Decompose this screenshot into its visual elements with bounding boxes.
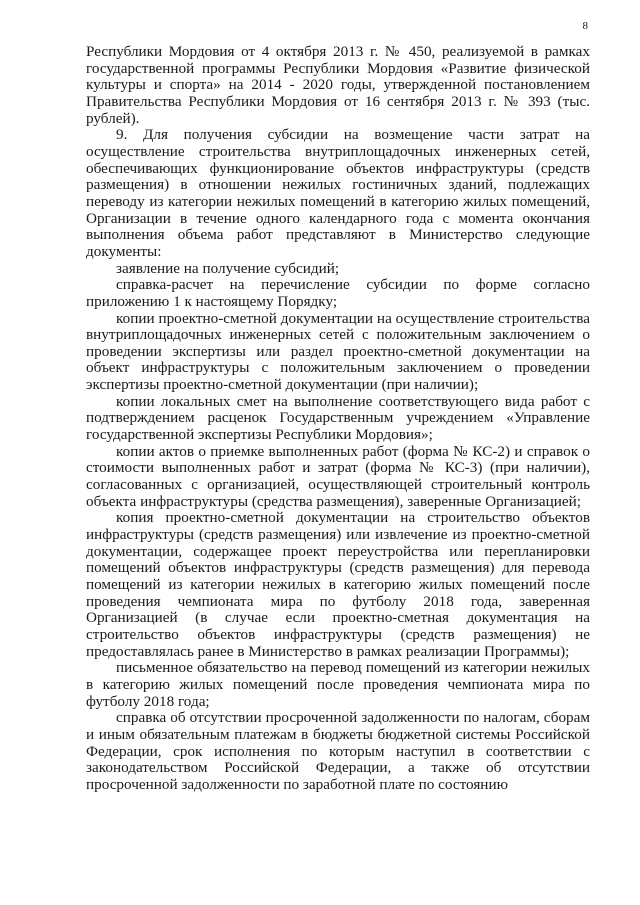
paragraph-p6: копии актов о приемке выполненных работ (форма № КС-2) и справок о стоимости выполненных работ и затрат (форма № КС-3) (при наличии), согласованных с организацией, осуществляющей строительный контроль объекта инфраструктуры (средства размещения), заверенные Организацией; [86, 442, 590, 510]
page-number: 8 [582, 20, 588, 32]
paragraph-p8: письменное обязательство на перевод помещений из категории нежилых в категорию жилых помещений после проведения чемпионата мира по футболу 2018 года; [86, 659, 590, 710]
paragraph-p5: копии локальных смет на выполнение соответствующего вида работ с подтверждением расценок Государственным учреждением «Управление государственной экспертизы Республики Мордовия»; [86, 392, 590, 444]
paragraph-p2: заявление на получение субсидий; [116, 259, 340, 277]
paragraph-p9: справка об отсутствии просроченной задолженности по налогам, сборам и иным обязательным платежам в бюджеты бюджетной системы Российской Федерации, срок исполнения по которым наступил в соответствии с законодательством Российской Федерации, а также об отсутствии просроченной задолженности по заработной плате по состоянию [86, 709, 590, 793]
paragraph-p3: справка-расчет на перечисление субсидии по форме согласно приложению 1 к настоящему Порядку; [86, 276, 590, 310]
paragraph-p4: копии проектно-сметной документации на осуществление строительства внутриплощадочных инженерных сетей с положительным заключением о проведении экспертизы или раздел проектно-сметной документации на объект инфраструктуры с положительным заключением о проведении экспертизы проектно-сметной документации (при наличии); [86, 309, 590, 394]
paragraph-p7: копия проектно-сметной документации на строительство объектов инфраструктуры (средств размещения) или извлечение из проектно-сметной документации, содержащее проект переустройства или перепланировки помещений объектов инфраструктуры (средств размещения) для перевода помещений из категории нежилых в категорию жилых помещений после проведения чемпионата мира по футболу 2018 года, заверенная Организацией (в случае если проектно-сметная документация на строительство объектов инфраструктуры (средств размещения) не предоставлялась ранее в Министерство в рамках реализации Программы); [86, 509, 590, 660]
document-body [86, 44, 590, 794]
paragraph-p1: 9. Для получения субсидии на возмещение части затрат на осуществление строительства внутриплощадочных инженерных сетей, обеспечивающих функционирование объектов инфраструктуры (средств размещения) в отношении нежилых гостиничных зданий, подлежащих переводу из категории нежилых помещений в категорию жилых помещений, Организации в течение одного календарного года с момента окончания выполнения объема работ представляют в Министерство следующие документы: [86, 126, 590, 260]
paragraph-p0: Республики Мордовия от 4 октября 2013 г. № 450, реализуемой в рамках государственной программы Республики Мордовия «Развитие физической культуры и спорта» на 2014 - 2020 годы, утвержденной постановлением Правительства Республики Мордовия от 16 сентября 2013 г. № 393 (тыс. рублей). [86, 43, 590, 127]
